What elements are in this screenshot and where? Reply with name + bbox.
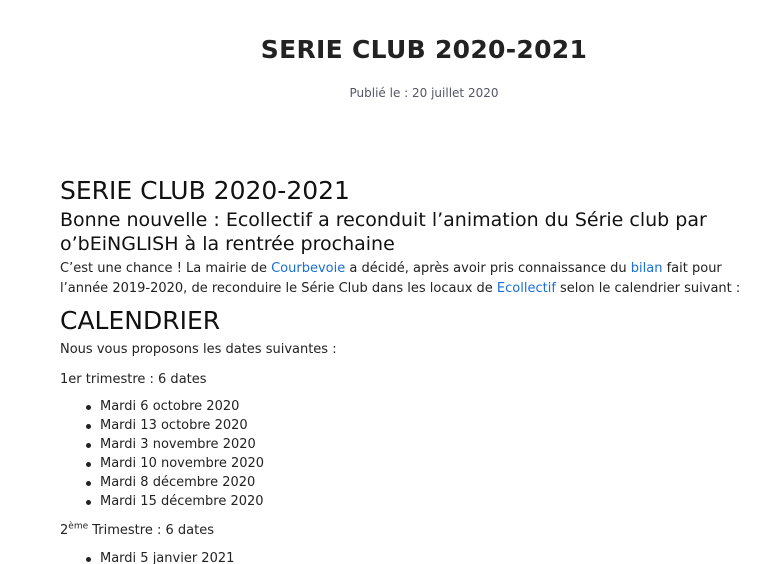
list-item: Mardi 13 octobre 2020 bbox=[100, 416, 772, 435]
post-date: 20 juillet 2020 bbox=[412, 86, 499, 100]
intro-text-3: fait pour l’année 2019-2020, de reconduire le Série Club dans les locaux de bbox=[60, 261, 722, 296]
post-meta bbox=[0, 86, 773, 100]
courbevoie-link[interactable]: Courbevoie bbox=[271, 261, 346, 276]
trimester-2-label bbox=[60, 521, 772, 541]
post-title: SERIE CLUB 2020-2021 bbox=[260, 35, 588, 64]
list-item: Mardi 3 novembre 2020 bbox=[100, 435, 772, 454]
intro-text-1: C’est une chance ! La mairie de bbox=[60, 261, 272, 276]
proposal-text: Nous vous proposons les dates suivantes : bbox=[60, 342, 337, 357]
article-content bbox=[60, 174, 772, 564]
list-item: Mardi 6 octobre 2020 bbox=[100, 397, 772, 416]
trimester-2-ordinal: ème bbox=[68, 521, 89, 532]
trimester-2-number: 2 bbox=[60, 523, 69, 538]
bilan-link[interactable]: bilan bbox=[630, 261, 663, 276]
trimester-1-label: 1er trimestre : 6 dates bbox=[60, 371, 207, 387]
trimester-2-date-list bbox=[60, 549, 772, 564]
list-item: Mardi 5 janvier 2021 bbox=[100, 549, 772, 564]
intro-paragraph bbox=[60, 259, 772, 298]
calendar-heading: CALENDRIER bbox=[60, 306, 221, 335]
list-item: Mardi 10 novembre 2020 bbox=[100, 454, 772, 473]
list-item: Mardi 8 décembre 2020 bbox=[100, 473, 772, 492]
trimester-2-text: Trimestre : 6 dates bbox=[88, 523, 214, 538]
article-subheading: Bonne nouvelle : Ecollectif a reconduit l’animation du Série club par o’bEiNGLISH à la rentrée prochaine bbox=[60, 209, 707, 255]
intro-text-2: a décidé, après avoir pris connaissance du bbox=[345, 261, 631, 276]
post-meta-prefix: Publié le : bbox=[349, 86, 409, 100]
trimester-1-date-list bbox=[60, 397, 772, 511]
article-heading: SERIE CLUB 2020-2021 bbox=[60, 176, 350, 205]
intro-text-4: selon le calendrier suivant : bbox=[555, 280, 741, 296]
list-item: Mardi 15 décembre 2020 bbox=[100, 492, 772, 511]
ecollectif-link[interactable]: Ecollectif bbox=[496, 280, 556, 296]
post-header bbox=[0, 0, 773, 100]
